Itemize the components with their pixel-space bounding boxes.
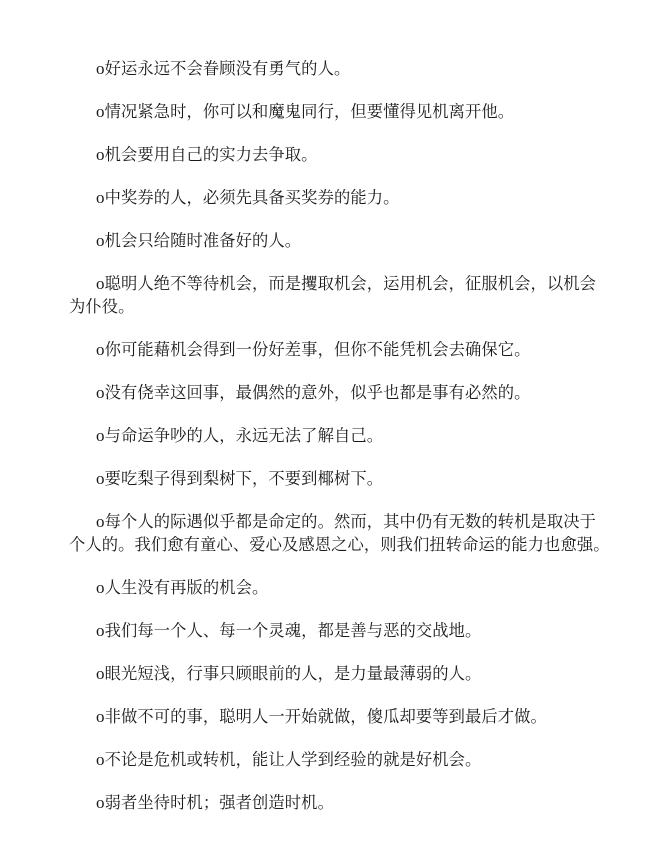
bullet-marker: o [96,793,105,812]
quote-paragraph [69,100,610,123]
bullet-marker: o [96,102,105,121]
quote-paragraph [69,791,610,814]
quote-text: 眼光短浅，行事只顾眼前的人，是力量最薄弱的人。 [104,664,482,683]
quote-text: 你可能藉机会得到一份好差事，但你不能凭机会去确保它。 [104,340,531,359]
bullet-marker: o [96,59,105,78]
bullet-marker: o [96,231,105,250]
quote-text: 聪明人绝不等待机会，而是攫取机会，运用机会，征服机会，以机会为仆役。 [69,274,597,316]
quote-paragraph [69,338,610,361]
quote-text: 我们每一个人、每一个灵魂，都是善与恶的交战地。 [104,621,482,640]
quote-paragraph [69,186,610,209]
quote-text: 要吃梨子得到梨树下，不要到椰树下。 [104,469,384,488]
bullet-marker: o [96,750,105,769]
quote-paragraph [69,467,610,490]
quote-text: 弱者坐待时机；强者创造时机。 [104,793,334,812]
quote-paragraph [69,272,610,318]
quote-text: 情况紧急时，你可以和魔鬼同行，但要懂得见机离开他。 [104,102,515,121]
bullet-marker: o [96,512,105,531]
quote-paragraph [69,143,610,166]
bullet-marker: o [96,664,105,683]
bullet-marker: o [96,274,105,293]
quote-text: 与命运争吵的人，永远无法了解自己。 [104,426,384,445]
quote-paragraph [69,229,610,252]
bullet-marker: o [96,145,105,164]
quote-text: 好运永远不会眷顾没有勇气的人。 [104,59,351,78]
quote-paragraph [69,424,610,447]
bullet-marker: o [96,469,105,488]
quote-paragraph [69,619,610,642]
quote-paragraph [69,510,610,556]
quote-paragraph [69,57,610,80]
bullet-marker: o [96,621,105,640]
quote-text: 没有侥幸这回事，最偶然的意外，似乎也都是事有必然的。 [104,383,531,402]
bullet-marker: o [96,188,105,207]
quote-text: 中奖券的人，必须先具备买奖券的能力。 [104,188,400,207]
quote-text: 人生没有再版的机会。 [104,578,269,597]
quote-text: 不论是危机或转机，能让人学到经验的就是好机会。 [104,750,482,769]
quote-text: 机会要用自己的实力去争取。 [104,145,318,164]
bullet-marker: o [96,426,105,445]
quote-paragraph [69,748,610,771]
quote-text: 每个人的际遇似乎都是命定的。然而，其中仍有无数的转机是取决于个人的。我们愈有童心、爱心及感恩之心，则我们扭转命运的能力也愈强。 [69,512,610,554]
bullet-marker: o [96,340,105,359]
quote-paragraph [69,662,610,685]
quote-paragraph [69,576,610,599]
quote-text: 机会只给随时准备好的人。 [104,231,302,250]
bullet-marker: o [96,707,105,726]
quote-paragraph [69,381,610,404]
quote-text: 非做不可的事，聪明人一开始就做，傻瓜却要等到最后才做。 [104,707,547,726]
quote-paragraph [69,705,610,728]
bullet-marker: o [96,578,105,597]
bullet-marker: o [96,383,105,402]
